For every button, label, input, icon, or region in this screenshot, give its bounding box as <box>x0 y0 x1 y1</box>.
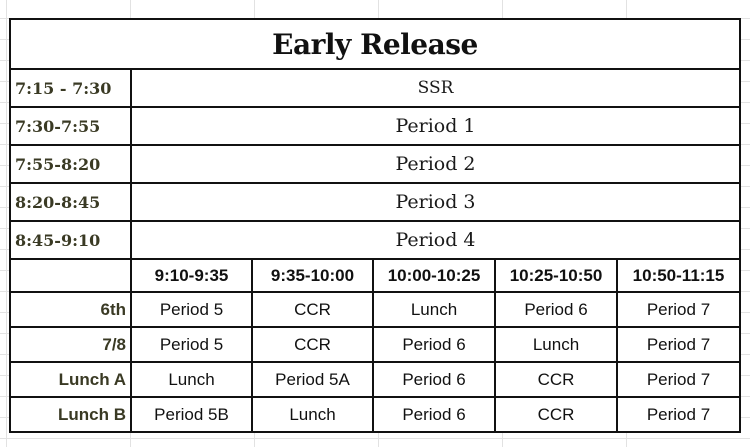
slot-cell[interactable]: Period 5 <box>131 292 252 327</box>
slot-header-cell[interactable]: 9:10-9:35 <box>131 259 252 292</box>
slot-cell[interactable]: CCR <box>252 292 373 327</box>
slot-cell[interactable]: Lunch <box>373 292 495 327</box>
time-cell[interactable]: 8:20-8:45 <box>10 183 131 221</box>
activity-cell[interactable]: Period 2 <box>131 145 740 183</box>
empty-corner-cell[interactable] <box>10 259 131 292</box>
title-row <box>10 19 740 69</box>
slot-cell[interactable]: Period 7 <box>617 362 740 397</box>
group-label[interactable]: 6th <box>10 292 131 327</box>
slot-cell[interactable]: Period 5B <box>131 397 252 432</box>
time-cell[interactable]: 8:45-9:10 <box>10 221 131 259</box>
group-label[interactable]: 7/8 <box>10 327 131 362</box>
slot-cell[interactable]: CCR <box>252 327 373 362</box>
slot-cell[interactable]: Period 6 <box>373 397 495 432</box>
slot-cell[interactable]: Period 6 <box>495 292 617 327</box>
slot-cell[interactable]: CCR <box>495 397 617 432</box>
slot-cell[interactable]: Period 6 <box>373 327 495 362</box>
time-cell[interactable]: 7:55-8:20 <box>10 145 131 183</box>
group-label[interactable]: Lunch B <box>10 397 131 432</box>
slot-header-row <box>10 259 740 292</box>
slot-header-cell[interactable]: 10:25-10:50 <box>495 259 617 292</box>
group-row <box>10 327 740 362</box>
activity-cell[interactable]: Period 3 <box>131 183 740 221</box>
activity-cell[interactable]: Period 4 <box>131 221 740 259</box>
group-row <box>10 292 740 327</box>
slot-header-cell[interactable]: 9:35-10:00 <box>252 259 373 292</box>
slot-cell[interactable]: Lunch <box>131 362 252 397</box>
slot-cell[interactable]: Period 5 <box>131 327 252 362</box>
slot-cell[interactable]: CCR <box>495 362 617 397</box>
slot-cell[interactable]: Lunch <box>252 397 373 432</box>
slot-header-cell[interactable]: 10:00-10:25 <box>373 259 495 292</box>
group-row <box>10 362 740 397</box>
slot-cell[interactable]: Period 7 <box>617 397 740 432</box>
early-release-schedule-table <box>9 18 741 433</box>
time-cell[interactable]: 7:30-7:55 <box>10 107 131 145</box>
slot-header-cell[interactable]: 10:50-11:15 <box>617 259 740 292</box>
slot-cell[interactable]: Period 6 <box>373 362 495 397</box>
activity-cell[interactable]: Period 1 <box>131 107 740 145</box>
activity-cell[interactable]: SSR <box>131 69 740 107</box>
time-row <box>10 183 740 221</box>
slot-cell[interactable]: Period 5A <box>252 362 373 397</box>
time-row <box>10 221 740 259</box>
time-row <box>10 107 740 145</box>
time-cell[interactable]: 7:15 - 7:30 <box>10 69 131 107</box>
time-row <box>10 145 740 183</box>
slot-cell[interactable]: Period 7 <box>617 327 740 362</box>
slot-cell[interactable]: Lunch <box>495 327 617 362</box>
schedule-title[interactable]: Early Release <box>10 19 740 69</box>
group-label[interactable]: Lunch A <box>10 362 131 397</box>
group-row <box>10 397 740 432</box>
slot-cell[interactable]: Period 7 <box>617 292 740 327</box>
time-row <box>10 69 740 107</box>
